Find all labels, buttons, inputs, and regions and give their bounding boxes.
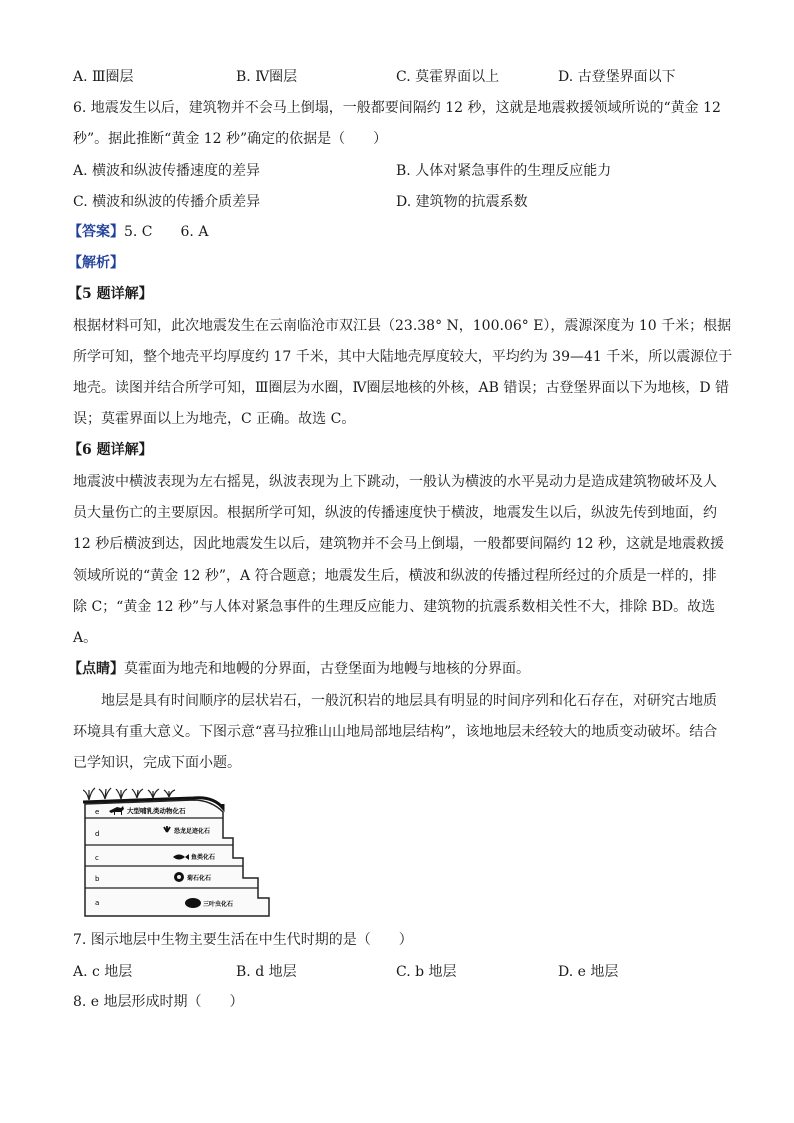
answer-label: 【答案】 — [68, 224, 124, 240]
layer-a-label: a — [95, 899, 100, 907]
q7-option-d: D. e 地层 — [558, 964, 619, 980]
intro-line2: 环境具有重大意义。下图示意“喜马拉雅山山地局部地层结构”，该地地层未经较大的地质变动破坏。结合 — [73, 724, 718, 740]
q5-option-d: D. 古登堡界面以下 — [558, 69, 676, 85]
q5-option-c: C. 莫霍界面以上 — [396, 69, 500, 85]
q7-options — [73, 961, 733, 981]
tip-line — [68, 659, 530, 679]
fossil-a-label: 三叶虫化石 — [203, 901, 234, 908]
q5-option-b: B. Ⅳ圈层 — [236, 69, 298, 85]
detail5-line3: 地壳。读图并结合所学可知，Ⅲ圈层为水圈，Ⅳ圈层地核的外核，AB 错误；古登堡界面以下为地核，D 错 — [73, 380, 730, 396]
intro-line1: 地层是具有时间顺序的层状岩石，一般沉积岩的地层具有明显的时间序列和化石存在，对研究古地质 — [73, 693, 717, 709]
detail6-line1: 地震波中横波表现为左右摇晃，纵波表现为上下跳动，一般认为横波的水平晃动力是造成建筑物破坏及人 — [73, 474, 717, 490]
strata-figure — [83, 786, 273, 918]
q7-option-a: A. c 地层 — [73, 964, 133, 980]
q6-options-row2 — [73, 191, 733, 211]
layer-b-label: b — [95, 875, 100, 883]
q6-option-c: C. 横波和纵波的传播介质差异 — [73, 194, 261, 210]
detail5-line1: 根据材料可知，此次地震发生在云南临沧市双江县（23.38° N，100.06° E），震源深度为 10 千米；根据 — [73, 318, 732, 334]
q5-options — [73, 66, 733, 86]
detail6-line3: 12 秒后横波到达，因此地震发生以后，建筑物并不会马上倒塌，一般都要间隔约 12 秒，这就是地震救援 — [73, 536, 724, 552]
q6-stem-line2: 秒”。据此推断“黄金 12 秒”确定的依据是（ ） — [73, 131, 388, 147]
layer-d-label: d — [95, 830, 100, 838]
layer-e-label: e — [95, 808, 100, 816]
q8-stem: 8. e 地层形成时期（ ） — [73, 994, 244, 1010]
fossil-b-label: 菊石化石 — [187, 875, 212, 882]
q6-option-a: A. 横波和纵波传播速度的差异 — [73, 163, 261, 179]
q6-option-b: B. 人体对紧急事件的生理反应能力 — [396, 163, 612, 179]
answer-line — [68, 222, 208, 242]
trilobite-fossil-icon — [185, 898, 201, 908]
detail5-line4: 误；莫霍界面以上为地壳，C 正确。故选 C。 — [73, 411, 356, 427]
ammonite-fossil-icon — [174, 872, 184, 882]
q6-stem-line1: 6. 地震发生以后，建筑物并不会马上倒塌，一般都要间隔约 12 秒，这就是地震救援领域所说的“黄金 12 — [73, 100, 721, 116]
q5-option-a: A. Ⅲ圈层 — [73, 69, 134, 85]
detail6-label: 【6 题详解】 — [68, 442, 153, 458]
tip-text: 莫霍面为地壳和地幔的分界面，古登堡面为地幔与地核的分界面。 — [124, 661, 530, 677]
fossil-d-label: 恐龙足迹化石 — [174, 828, 211, 835]
q6-options-row1 — [73, 160, 733, 180]
detail5-line2: 所学可知，整个地壳平均厚度约 17 千米，其中大陆地壳厚度较大，平均约为 39—41 千米，所以震源位于 — [73, 349, 733, 365]
detail6-line5: 除 C；“黄金 12 秒”与人体对紧急事件的生理反应能力、建筑物的抗震系数相关性不大，排除 BD。故选 — [73, 599, 716, 615]
q7-option-b: B. d 地层 — [236, 964, 297, 980]
analysis-label: 【解析】 — [68, 255, 124, 271]
answer-text: 5. C 6. A — [124, 224, 209, 240]
detail5-label: 【5 题详解】 — [68, 286, 153, 302]
tip-label: 【点睛】 — [68, 661, 124, 677]
q6-option-d: D. 建筑物的抗震系数 — [396, 194, 528, 210]
detail6-line6: A。 — [73, 630, 98, 646]
q7-stem: 7. 图示地层中生物主要生活在中生代时期的是（ ） — [73, 932, 413, 948]
fossil-e-label: 大型哺乳类动物化石 — [127, 807, 186, 815]
q7-option-c: C. b 地层 — [396, 964, 457, 980]
detail6-line2: 员大量伤亡的主要原因。根据所学可知，纵波的传播速度快于横波，地震发生以后，纵波先传到地面，约 — [73, 505, 717, 521]
detail6-line4: 领域所说的“黄金 12 秒”，A 符合题意；地震发生后，横波和纵波的传播过程所经过的介质是一样的，排 — [73, 568, 717, 584]
intro-line3: 已学知识，完成下面小题。 — [73, 755, 241, 771]
fossil-c-label: 鱼类化石 — [191, 854, 216, 861]
layer-c-label: c — [95, 854, 99, 862]
